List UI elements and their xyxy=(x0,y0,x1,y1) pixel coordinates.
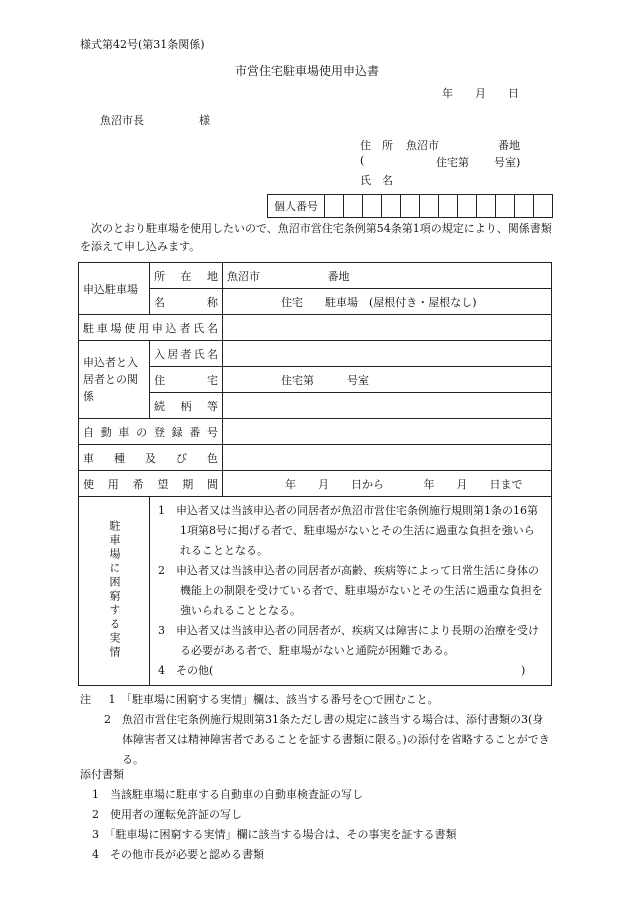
paren-open: ( xyxy=(360,154,365,167)
form-number: 様式第42号(第31条関係) xyxy=(80,38,205,51)
model-label: 車種及び色 xyxy=(83,451,218,465)
period-to: 年 月 日まで xyxy=(423,477,523,491)
attachment-item-4: 4 その他市長が必要と認める書類 xyxy=(92,848,264,861)
relationship-value[interactable] xyxy=(223,393,552,419)
intro-text: 次のとおり駐車場を使用したいので、魚沼市営住宅条例第54条第1項の規定により、関係書類を添えて申し込みます。 xyxy=(80,222,552,253)
date-line: 年 月 日 xyxy=(442,87,519,100)
hardship-header: 駐車場に困窮する実情 xyxy=(108,519,121,660)
individual-number-table xyxy=(267,194,553,218)
parking-header: 申込駐車場 xyxy=(79,263,150,315)
hardship-cell xyxy=(150,497,552,686)
attachment-item-3: 3 「駐車場に困窮する実情」欄に該当する場合は、その事実を証する書類 xyxy=(92,828,457,841)
room-label: 号室) xyxy=(494,156,521,169)
hardship-item-1[interactable]: 1 申込者又は当該申込者の同居者が魚沼市営住宅条例施行規則第1条の16第1項第8号に掲げる者で、駐車場がないとその生活に過重な負担を強いられることとなる。 xyxy=(158,504,538,557)
digit-box[interactable] xyxy=(439,195,458,218)
digit-box[interactable] xyxy=(401,195,420,218)
note-item-2: 2 魚沼市営住宅条例施行規則第31条ただし書の規定に該当する場合は、添付書類の3(身体障害者又は精神障害者であることを証する書類に限る。)の添付を省略することができる。 xyxy=(104,713,550,766)
name-label: 氏 名 xyxy=(360,174,393,187)
notes-label: 注 xyxy=(80,693,91,706)
period-label: 使用希望期間 xyxy=(83,477,218,491)
digit-box[interactable] xyxy=(382,195,401,218)
attachment-item-2: 2 使用者の運転免許証の写し xyxy=(92,808,242,821)
addressee: 魚沼市長 様 xyxy=(100,114,210,127)
period-value[interactable] xyxy=(223,471,552,497)
registration-value[interactable] xyxy=(223,419,552,445)
hardship-item-4[interactable]: 4 その他( ) xyxy=(158,661,543,681)
relationship-label: 続柄等 xyxy=(154,399,218,413)
hardship-other: 4 その他( xyxy=(158,664,214,677)
form-title: 市営住宅駐車場使用申込書 xyxy=(235,64,380,78)
registration-label: 自動車の登録番号 xyxy=(83,425,218,439)
digit-box[interactable] xyxy=(344,195,363,218)
housing-label: 住宅第 xyxy=(436,156,469,169)
hardship-item-3[interactable]: 3 申込者又は当該申込者の同居者が、疾病又は障害により長期の治療を受ける必要がある者で、駐車場がないと通院が困難である。 xyxy=(158,624,539,657)
location-banchi: 番地 xyxy=(327,269,350,283)
applicant-name-value[interactable] xyxy=(223,315,552,341)
digit-box[interactable] xyxy=(534,195,553,218)
residence-value[interactable]: 住宅第 号室 xyxy=(223,367,552,393)
name-label-cell: 名称 xyxy=(154,295,218,309)
digit-box[interactable] xyxy=(420,195,439,218)
resident-name-label: 入居者氏名 xyxy=(154,347,218,361)
digit-box[interactable] xyxy=(458,195,477,218)
digit-box[interactable] xyxy=(515,195,534,218)
digit-box[interactable] xyxy=(477,195,496,218)
name-value[interactable]: 住宅 駐車場 (屋根付き・屋根なし) xyxy=(223,289,552,315)
relation-header: 申込者と入居者との関係 xyxy=(79,341,150,419)
applicant-name-label: 駐車場使用申込者氏名 xyxy=(83,321,218,335)
address-banchi: 番地 xyxy=(498,139,520,152)
address-city: 魚沼市 xyxy=(406,139,439,152)
address-label: 住 所 xyxy=(360,139,393,152)
resident-name-value[interactable] xyxy=(223,341,552,367)
hardship-item-2[interactable]: 2 申込者又は当該申込者の同居者が高齢、疾病等によって日常生活に身体の機能上の制限を受けている者で、駐車場がないとその生活に過重な負担を強いられることとなる。 xyxy=(158,564,543,617)
attachments xyxy=(80,765,552,865)
location-label: 所在地 xyxy=(154,269,218,283)
model-value[interactable] xyxy=(223,445,552,471)
digit-box[interactable] xyxy=(363,195,382,218)
note-item-1: 1 「駐車場に困窮する実情」欄は、該当する番号を○で囲むこと。 xyxy=(108,693,439,706)
period-from: 年 月 日から xyxy=(285,477,384,491)
location-value[interactable] xyxy=(223,263,552,289)
residence-label: 住宅 xyxy=(154,373,218,387)
application-table xyxy=(78,262,552,686)
location-city: 魚沼市 xyxy=(227,269,260,283)
digit-box[interactable] xyxy=(496,195,515,218)
attachment-item-1: 1 当該駐車場に駐車する自動車の自動車検査証の写し xyxy=(92,788,363,801)
digit-box[interactable] xyxy=(325,195,344,218)
attachments-label: 添付書類 xyxy=(80,768,124,781)
individual-number-label: 個人番号 xyxy=(268,195,325,218)
notes xyxy=(80,690,552,770)
